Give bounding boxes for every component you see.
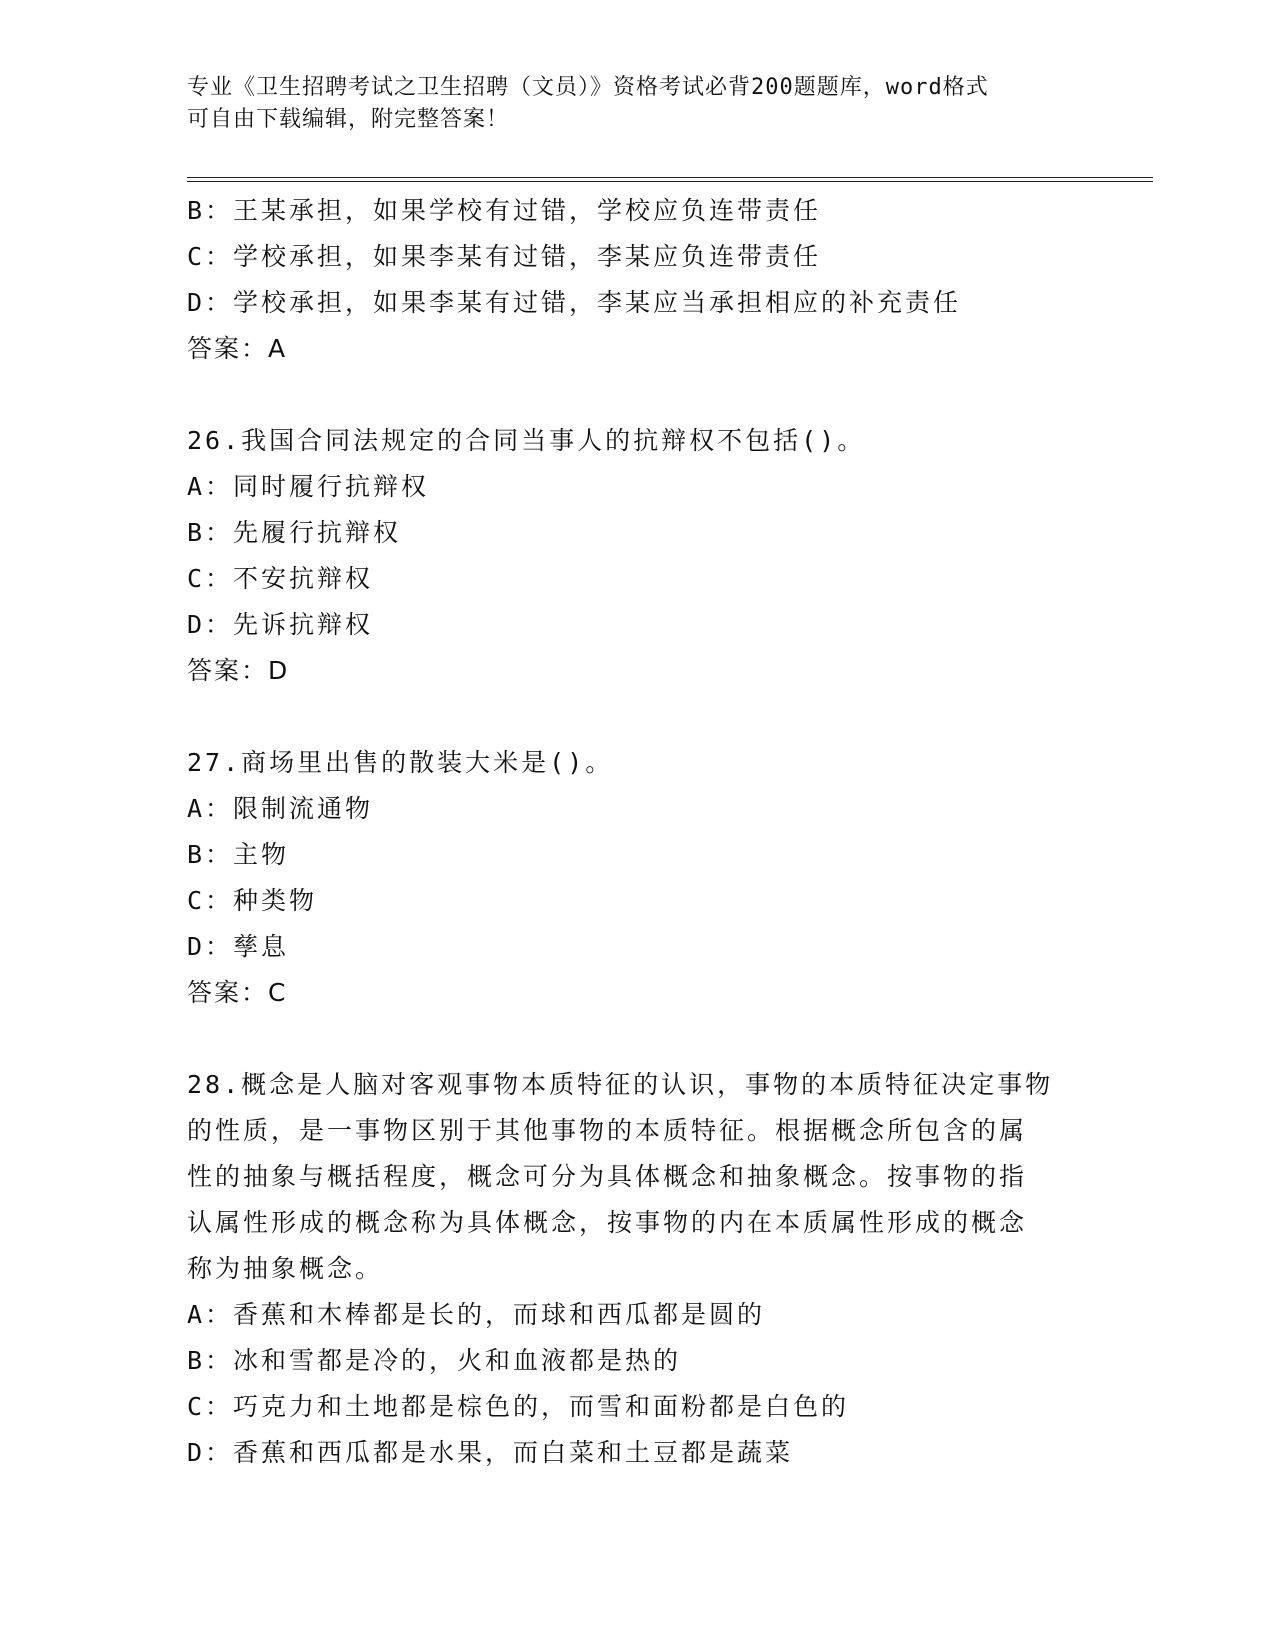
- question-stem-line: 认属性形成的概念称为具体概念，按事物的内在本质属性形成的概念: [187, 1208, 1028, 1237]
- option-a: A：同时履行抗辩权: [187, 472, 430, 501]
- question-25-continued: [187, 188, 1087, 372]
- option-c: C：学校承担，如果李某有过错，李某应负连带责任: [187, 242, 822, 271]
- question-28: [187, 1062, 1087, 1476]
- spacer: [187, 372, 1087, 418]
- answer: 答案：D: [187, 656, 290, 685]
- document-header: [187, 72, 1067, 136]
- option-b: B：先履行抗辩权: [187, 518, 402, 547]
- question-stem: 27.商场里出售的散装大米是()。: [187, 748, 614, 777]
- option-c: C：巧克力和土地都是棕色的，而雪和面粉都是白色的: [187, 1392, 850, 1421]
- option-b: B：主物: [187, 840, 290, 869]
- question-stem-line: 性的抽象与概括程度，概念可分为具体概念和抽象概念。按事物的指: [187, 1162, 1028, 1191]
- option-b: B：冰和雪都是冷的，火和血液都是热的: [187, 1346, 682, 1375]
- answer: 答案：C: [187, 978, 288, 1007]
- spacer: [187, 1016, 1087, 1062]
- option-d: D：先诉抗辩权: [187, 610, 374, 639]
- spacer: [187, 694, 1087, 740]
- option-c: C：种类物: [187, 886, 318, 915]
- question-stem: 26.我国合同法规定的合同当事人的抗辩权不包括()。: [187, 426, 866, 455]
- header-title-line-2: 可自由下载编辑，附完整答案！: [187, 107, 510, 132]
- question-26: [187, 418, 1087, 694]
- header-divider-top: [187, 177, 1153, 178]
- question-content: [187, 188, 1087, 1476]
- option-d: D：学校承担，如果李某有过错，李某应当承担相应的补充责任: [187, 288, 962, 317]
- option-a: A：香蕉和木棒都是长的，而球和西瓜都是圆的: [187, 1300, 766, 1329]
- header-divider-bottom: [187, 181, 1153, 182]
- question-stem-line: 的性质，是一事物区别于其他事物的本质特征。根据概念所包含的属: [187, 1116, 1028, 1145]
- option-d: D：孳息: [187, 932, 290, 961]
- question-stem-line: 称为抽象概念。: [187, 1254, 384, 1283]
- option-b: B：王某承担，如果学校有过错，学校应负连带责任: [187, 196, 822, 225]
- answer: 答案：A: [187, 334, 288, 363]
- option-a: A：限制流通物: [187, 794, 374, 823]
- header-title-line-1: 专业《卫生招聘考试之卫生招聘（文员）》资格考试必背200题题库，word格式: [187, 75, 989, 100]
- option-d: D：香蕉和西瓜都是水果，而白菜和土豆都是蔬菜: [187, 1438, 794, 1467]
- question-stem-line: 28.概念是人脑对客观事物本质特征的认识，事物的本质特征决定事物: [187, 1070, 1054, 1099]
- option-c: C：不安抗辩权: [187, 564, 374, 593]
- question-27: [187, 740, 1087, 1016]
